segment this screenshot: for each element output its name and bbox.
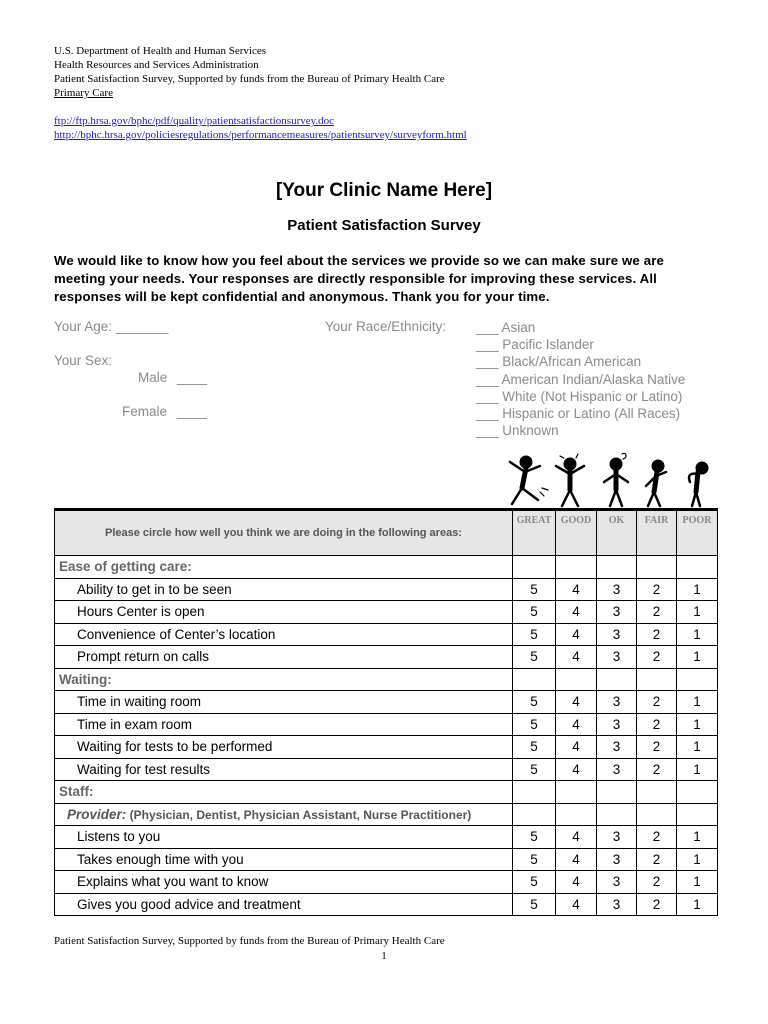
male-blank[interactable]: ____ [177, 370, 208, 385]
age-field[interactable] [54, 319, 168, 334]
score-1[interactable]: 1 [677, 691, 718, 714]
score-1[interactable]: 1 [677, 848, 718, 871]
item-label: Waiting for test results [55, 758, 513, 781]
score-3[interactable]: 3 [597, 893, 637, 916]
ok-figure-icon [604, 453, 628, 506]
agency-name: U.S. Department of Health and Human Services [54, 45, 266, 57]
score-2[interactable]: 2 [637, 646, 677, 669]
rating-header-poor: POOR [677, 510, 718, 556]
survey-source: Patient Satisfaction Survey, Supported by funds from the Bureau of Primary Health Care [54, 73, 445, 85]
good-figure-icon [556, 454, 584, 506]
item-label: Ability to get in to be seen [55, 578, 513, 601]
score-3[interactable]: 3 [597, 736, 637, 759]
female-label: Female [122, 404, 168, 419]
score-4[interactable]: 4 [556, 758, 597, 781]
score-5[interactable]: 5 [513, 713, 556, 736]
score-1[interactable]: 1 [677, 736, 718, 759]
score-5[interactable]: 5 [513, 758, 556, 781]
score-5[interactable]: 5 [513, 871, 556, 894]
score-1[interactable]: 1 [677, 826, 718, 849]
poor-figure-icon [689, 462, 708, 506]
http-link[interactable]: http://bphc.hrsa.gov/policiesregulations/performancemeasures/patientsurvey/surveyform.html [54, 129, 467, 141]
score-5[interactable]: 5 [513, 623, 556, 646]
score-1[interactable]: 1 [677, 758, 718, 781]
score-4[interactable]: 4 [556, 691, 597, 714]
race-option[interactable]: ___ Unknown [476, 423, 559, 439]
section-row [55, 556, 718, 579]
provider-label: Provider: [67, 806, 127, 822]
score-1[interactable]: 1 [677, 713, 718, 736]
score-5[interactable]: 5 [513, 601, 556, 624]
score-4[interactable]: 4 [556, 601, 597, 624]
table-row [55, 758, 718, 781]
score-2[interactable]: 2 [637, 848, 677, 871]
score-2[interactable]: 2 [637, 893, 677, 916]
score-3[interactable]: 3 [597, 848, 637, 871]
document-header [54, 44, 467, 142]
score-5[interactable]: 5 [513, 736, 556, 759]
item-label: Convenience of Center’s location [55, 623, 513, 646]
score-5[interactable]: 5 [513, 848, 556, 871]
score-1[interactable]: 1 [677, 646, 718, 669]
item-label: Hours Center is open [55, 601, 513, 624]
score-3[interactable]: 3 [597, 713, 637, 736]
rating-header-great: GREAT [513, 510, 556, 556]
score-2[interactable]: 2 [637, 758, 677, 781]
score-3[interactable]: 3 [597, 601, 637, 624]
rating-figures [500, 452, 718, 508]
section-waiting: Waiting: [55, 668, 513, 691]
score-2[interactable]: 2 [637, 736, 677, 759]
table-row [55, 871, 718, 894]
female-blank[interactable]: ____ [176, 404, 207, 419]
score-4[interactable]: 4 [556, 578, 597, 601]
score-2[interactable]: 2 [637, 871, 677, 894]
page-footer: Patient Satisfaction Survey, Supported by funds from the Bureau of Primary Health Care [54, 935, 445, 947]
score-5[interactable]: 5 [513, 691, 556, 714]
score-2[interactable]: 2 [637, 713, 677, 736]
agency-subname: Health Resources and Services Administration [54, 59, 259, 71]
section-row [55, 781, 718, 804]
score-4[interactable]: 4 [556, 646, 597, 669]
page-number: 1 [381, 950, 387, 962]
intro-paragraph: We would like to know how you feel about the services we provide so we can make sure we are meeting your needs. Your responses are directly responsible for improving these services. All responses will be kept confidential and anonymous. Thank you for your time. [54, 253, 664, 304]
race-option[interactable]: ___ Hispanic or Latino (All Races) [476, 406, 681, 422]
provider-note: (Physician, Dentist, Physician Assistant, Nurse Practitioner) [129, 807, 472, 822]
item-label: Gives you good advice and treatment [55, 893, 513, 916]
item-label: Explains what you want to know [55, 871, 513, 894]
score-3[interactable]: 3 [597, 871, 637, 894]
sex-label: Your Sex: [54, 353, 113, 368]
score-5[interactable]: 5 [513, 893, 556, 916]
clinic-name-title: [Your Clinic Name Here] [275, 180, 493, 201]
score-3[interactable]: 3 [597, 758, 637, 781]
race-option[interactable]: ___ Pacific Islander [476, 337, 594, 353]
score-2[interactable]: 2 [637, 601, 677, 624]
age-blank[interactable]: _______ [115, 319, 169, 334]
score-4[interactable]: 4 [556, 893, 597, 916]
table-row [55, 826, 718, 849]
score-2[interactable]: 2 [637, 691, 677, 714]
race-label: Your Race/Ethnicity: [325, 319, 447, 334]
score-3[interactable]: 3 [597, 578, 637, 601]
score-4[interactable]: 4 [556, 826, 597, 849]
score-5[interactable]: 5 [513, 646, 556, 669]
table-row [55, 713, 718, 736]
fair-figure-icon [646, 460, 666, 506]
ftp-link[interactable]: ftp://ftp.hrsa.gov/bphc/pdf/quality/patientsatisfactionsurvey.doc [54, 115, 335, 127]
score-1[interactable]: 1 [677, 601, 718, 624]
table-row [55, 578, 718, 601]
item-label: Waiting for tests to be performed [55, 736, 513, 759]
score-2[interactable]: 2 [637, 826, 677, 849]
male-option[interactable] [138, 370, 207, 385]
subsection-row [55, 803, 718, 826]
score-1[interactable]: 1 [677, 623, 718, 646]
section-staff: Staff: [55, 781, 513, 804]
score-3[interactable]: 3 [597, 691, 637, 714]
score-3[interactable]: 3 [597, 646, 637, 669]
score-4[interactable]: 4 [556, 848, 597, 871]
race-option[interactable]: ___ White (Not Hispanic or Latino) [476, 388, 683, 404]
survey-subtitle: Patient Satisfaction Survey [287, 217, 481, 234]
section-ease: Ease of getting care: [55, 556, 513, 579]
item-label: Time in exam room [55, 713, 513, 736]
rating-header-fair: FAIR [637, 510, 677, 556]
table-row [55, 623, 718, 646]
item-label: Time in waiting room [55, 691, 513, 714]
score-5[interactable]: 5 [513, 826, 556, 849]
table-row [55, 646, 718, 669]
score-2[interactable]: 2 [637, 623, 677, 646]
score-1[interactable]: 1 [677, 871, 718, 894]
score-4[interactable]: 4 [556, 713, 597, 736]
rating-header-good: GOOD [556, 510, 597, 556]
survey-table [54, 508, 718, 916]
table-header-row [55, 510, 718, 556]
table-row [55, 893, 718, 916]
table-row [55, 736, 718, 759]
score-2[interactable]: 2 [637, 578, 677, 601]
score-3[interactable]: 3 [597, 623, 637, 646]
great-figure-icon [510, 456, 548, 504]
table-row [55, 848, 718, 871]
instruction-cell: Please circle how well you think we are doing in the following areas: [55, 510, 513, 556]
score-5[interactable]: 5 [513, 578, 556, 601]
race-option[interactable]: ___ Black/African American [476, 354, 642, 370]
item-label: Prompt return on calls [55, 646, 513, 669]
race-options [476, 319, 685, 439]
item-label: Takes enough time with you [55, 848, 513, 871]
race-option[interactable]: ___ Asian [476, 320, 536, 335]
score-4[interactable]: 4 [556, 736, 597, 759]
provider-subsection [55, 803, 513, 826]
race-option[interactable]: ___ American Indian/Alaska Native [476, 371, 686, 387]
primary-care-label: Primary Care [54, 87, 113, 99]
rating-header-ok: OK [597, 510, 637, 556]
item-label: Listens to you [55, 826, 513, 849]
score-4[interactable]: 4 [556, 871, 597, 894]
age-label: Your Age: [54, 319, 113, 334]
score-3[interactable]: 3 [597, 826, 637, 849]
female-option[interactable] [122, 404, 207, 419]
table-row [55, 691, 718, 714]
table-row [55, 601, 718, 624]
score-1[interactable]: 1 [677, 893, 718, 916]
score-1[interactable]: 1 [677, 578, 718, 601]
male-label: Male [138, 370, 168, 385]
section-row [55, 668, 718, 691]
score-4[interactable]: 4 [556, 623, 597, 646]
